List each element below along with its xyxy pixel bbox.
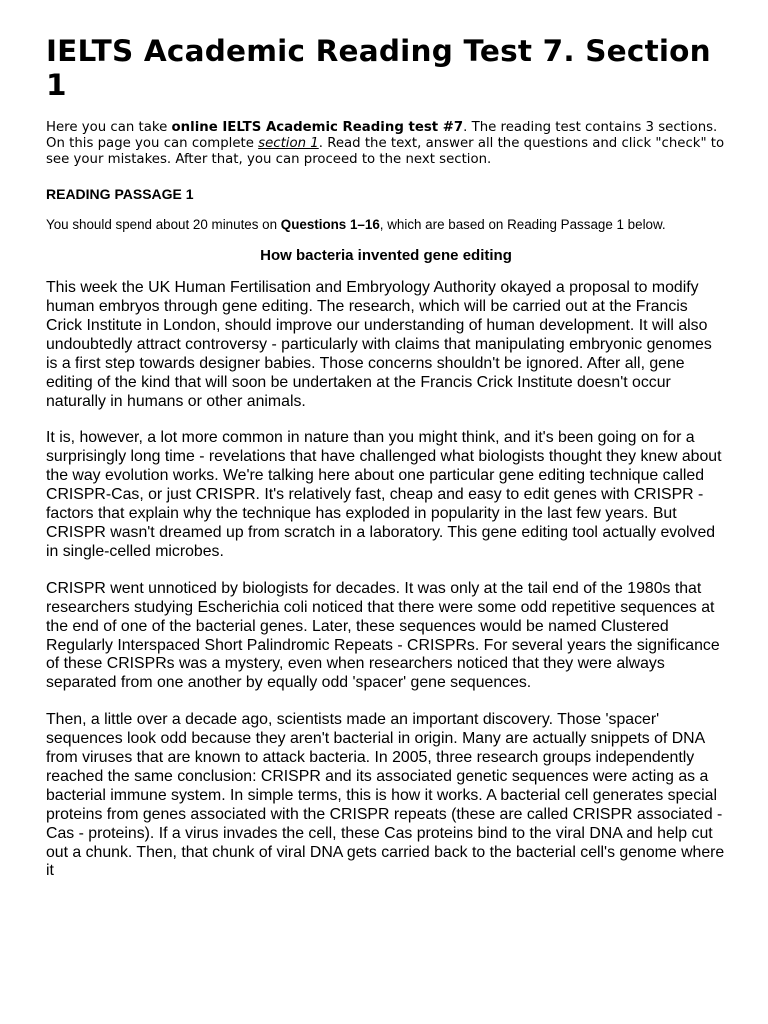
article-paragraph-1: This week the UK Human Fertilisation and Embryology Authority okayed a proposal to modify human embryos through gene editing. The research, which will be carried out at the Francis Crick Institute in London, should improve our understanding of human development. It will also undoubtedly attract controversy - particularly with claims that manipulating embryonic genomes is a first step towards designer babies. Those concerns shouldn't be ignored. After all, gene editing of the kind that will soon be undertaken at the Francis Crick Institute doesn't occur naturally in humans or other animals. xyxy=(46,279,712,410)
intro-text-part1: Here you can take xyxy=(46,120,172,135)
passage-heading: READING PASSAGE 1 xyxy=(46,185,194,202)
article-title: How bacteria invented gene editing xyxy=(260,247,512,265)
intro-text-part2: . The reading test contains 3 sections. On this page you can complete xyxy=(46,120,718,152)
instructions-text xyxy=(46,217,726,234)
article-paragraph-4: Then, a little over a decade ago, scientists made an important discovery. Those 'spacer' sequences look odd because they aren't bacterial in origin. Many are actually snippets of DNA from viruses that are known to attack bacteria. In 2005, three research groups independently reached the same conclusion: CRISPR and its associated genetic sequences were acting as a bacterial immune system. In simple terms, this is how it works. A bacterial cell generates special proteins from genes associated with the CRISPR repeats (these are called CRISPR associated - Cas - proteins). If a virus invades the cell, these Cas proteins bind to the viral DNA and help cut out a chunk. Then, that chunk of viral DNA gets carried back to the bacterial cell's genome where it xyxy=(46,711,725,880)
intro-text-part3: . Read the text, answer all the questions and click "check" to see your mistakes. After that, you can proceed to the next section. xyxy=(46,136,725,168)
instructions-part1: You should spend about 20 minutes on xyxy=(46,216,281,232)
article-paragraph-2: It is, however, a lot more common in nature than you might think, and it's been going on for a surprisingly long time - revelations that have challenged what biologists thought they knew about the way evolution works. We're talking here about one particular gene editing technique called CRISPR-Cas, or just CRISPR. It's relatively fast, cheap and easy to edit genes with CRISPR - factors that explain why the technique has exploded in popularity in the last few years. But CRISPR wasn't dreamed up from scratch in a laboratory. This gene editing tool actually evolved in single-celled microbes. xyxy=(46,429,722,560)
intro-text xyxy=(46,120,726,169)
instructions-questions-range: Questions 1–16 xyxy=(280,216,380,232)
page-content xyxy=(46,30,726,899)
page-title: IELTS Academic Reading Test 7. Section 1 xyxy=(46,34,711,102)
article-paragraph-3: CRISPR went unnoticed by biologists for decades. It was only at the tail end of the 1980s that researchers studying Escherichia coli noticed that there were some odd repetitive sequences at the end of one of the bacterial genes. Later, these sequences would be named Clustered Regularly Interspaced Short Palindromic Repeats - CRISPRs. For several years the significance of these CRISPRs was a mystery, even when researchers noticed that they were always separated from one another by equally odd 'spacer' gene sequences. xyxy=(46,579,720,692)
instructions-part2: , which are based on Reading Passage 1 below. xyxy=(379,216,666,232)
intro-bold-test-name: online IELTS Academic Reading test #7 xyxy=(171,120,464,135)
section-1-link[interactable]: section 1 xyxy=(258,136,319,152)
